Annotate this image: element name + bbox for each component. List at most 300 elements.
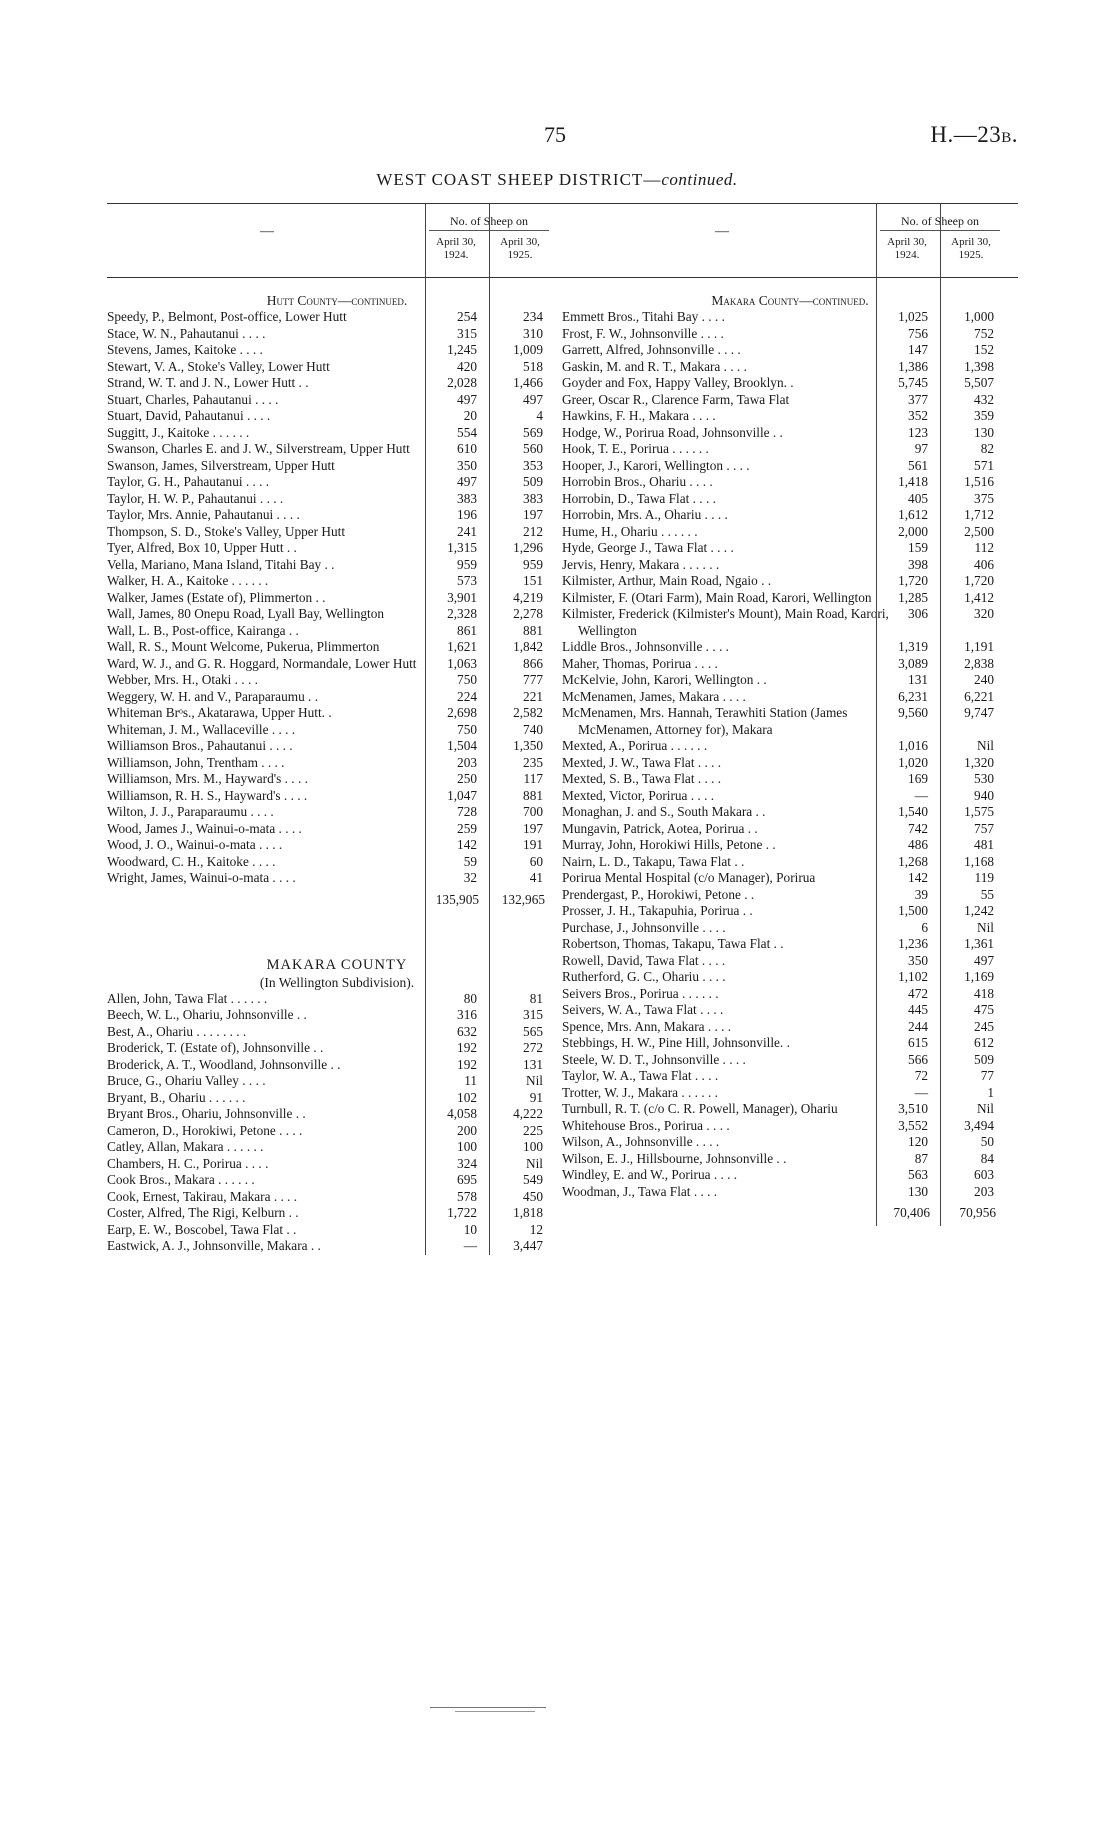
- row-name: Wilson, A., Johnsonville . . . .: [562, 1134, 720, 1149]
- column-rule: [876, 203, 877, 1226]
- table-row: [107, 474, 567, 491]
- table-row: [107, 837, 567, 854]
- row-name: Kilmister, Frederick (Kilmister's Mount), Main Road, Karori, Wellington: [562, 606, 889, 638]
- row-value-1924: 1,236: [898, 936, 928, 951]
- row-value-1925: 509: [974, 1051, 994, 1067]
- row-name: Whiteman, J. M., Wallaceville . . . .: [107, 721, 296, 737]
- row-name: Bryant Bros., Ohariu, Johnsonville . .: [107, 1106, 306, 1121]
- row-value-1924: 192: [457, 1056, 477, 1072]
- total-1925: 70,956: [959, 1205, 996, 1220]
- table-row: [107, 606, 567, 623]
- row-value-1924: 9,560: [898, 705, 928, 720]
- table-row: [107, 991, 567, 1008]
- row-value-1924: 566: [908, 1051, 928, 1067]
- table-row: [107, 573, 567, 590]
- table-row: [562, 590, 1018, 607]
- row-name: Stace, W. N., Pahautanui . . . .: [107, 325, 266, 341]
- row-value-1924: 1,540: [898, 804, 928, 819]
- row-value-1924: 1,722: [447, 1205, 477, 1220]
- row-value-1924: 123: [908, 424, 928, 440]
- row-value-1924: 1,285: [898, 589, 928, 605]
- district-title: [0, 170, 1114, 190]
- row-name: Emmett Bros., Titahi Bay . . . .: [562, 309, 725, 324]
- row-value-1925: 1,575: [964, 804, 994, 819]
- table-row: [562, 1101, 1018, 1118]
- row-name: Monaghan, J. and S., South Makara . .: [562, 804, 766, 819]
- row-name: Ward, W. J., and G. R. Hoggard, Normandale, Lower Hutt: [107, 655, 417, 671]
- row-value-1925: 320: [974, 606, 994, 621]
- row-value-1924: 497: [457, 474, 477, 489]
- row-value-1925: 450: [523, 1188, 543, 1204]
- row-value-1925: 130: [974, 424, 994, 440]
- row-value-1924: 324: [457, 1155, 477, 1171]
- table-row: [562, 870, 1018, 887]
- row-value-1924: 350: [457, 457, 477, 473]
- row-value-1925: 272: [523, 1040, 543, 1055]
- row-value-1925: 603: [974, 1167, 994, 1182]
- row-value-1924: —: [914, 787, 928, 803]
- row-name: Cameron, D., Horokiwi, Petone . . . .: [107, 1122, 303, 1138]
- table-row: [107, 672, 567, 689]
- row-value-1924: 130: [908, 1183, 928, 1199]
- row-name: Goyder and Fox, Happy Valley, Brooklyn. .: [562, 375, 794, 390]
- table-row: [107, 1073, 567, 1090]
- row-value-1924: 1,268: [898, 853, 928, 869]
- table-row: [562, 425, 1018, 442]
- row-name: Taylor, W. A., Tawa Flat . . . .: [562, 1068, 719, 1083]
- row-name: Porirua Mental Hospital (c/o Manager), Porirua: [562, 870, 816, 885]
- row-value-1925: Nil: [977, 1101, 994, 1116]
- row-value-1925: 117: [523, 771, 543, 786]
- row-name: Kilmister, F. (Otari Farm), Main Road, Karori, Wellington: [562, 589, 872, 605]
- table-row: [107, 1222, 567, 1239]
- row-value-1924: 3,901: [447, 589, 477, 605]
- row-value-1924: 405: [908, 490, 928, 506]
- row-value-1924: 1,063: [447, 655, 477, 671]
- row-name: Turnbull, R. T. (c/o C. R. Powell, Manager), Ohariu: [562, 1101, 838, 1116]
- row-value-1925: 940: [974, 787, 994, 803]
- row-value-1924: 383: [457, 490, 477, 506]
- row-name: Mexted, J. W., Tawa Flat . . . .: [562, 754, 722, 770]
- table-row: [107, 1090, 567, 1107]
- table-row: [107, 788, 567, 805]
- row-value-1925: 530: [974, 771, 994, 786]
- row-value-1925: 406: [974, 556, 994, 572]
- row-value-1925: 6,221: [964, 688, 994, 704]
- row-value-1924: 610: [457, 441, 477, 456]
- row-value-1924: 1,315: [447, 540, 477, 555]
- table-row: [107, 524, 567, 541]
- row-value-1924: 1,245: [447, 342, 477, 357]
- row-value-1925: 497: [523, 391, 543, 407]
- table-row: [562, 1068, 1018, 1085]
- row-name: Mungavin, Patrick, Aotea, Porirua . .: [562, 820, 758, 836]
- row-value-1924: 563: [908, 1167, 928, 1182]
- row-value-1925: 234: [523, 309, 543, 324]
- row-value-1925: 151: [523, 573, 543, 588]
- row-name: Wall, L. B., Post-office, Kairanga . .: [107, 622, 299, 638]
- row-value-1925: 1,466: [513, 375, 543, 390]
- row-name: Speedy, P., Belmont, Post-office, Lower Hutt: [107, 309, 347, 324]
- row-value-1924: 742: [908, 820, 928, 836]
- row-value-1925: 1,168: [964, 853, 994, 869]
- row-value-1925: 1,191: [964, 639, 994, 654]
- table-row: [107, 342, 567, 359]
- table-row: [107, 1024, 567, 1041]
- row-name: Prendergast, P., Horokiwi, Petone . .: [562, 886, 755, 902]
- right-rows-makara: [562, 309, 1018, 1200]
- row-value-1925: 569: [523, 424, 543, 440]
- table-row: [562, 804, 1018, 821]
- row-value-1925: 191: [523, 837, 543, 852]
- row-name: Wood, J. O., Wainui-o-mata . . . .: [107, 837, 283, 852]
- row-value-1925: 221: [523, 688, 543, 704]
- column-rule: [425, 203, 426, 1255]
- row-value-1924: 352: [908, 408, 928, 423]
- table-row: [562, 903, 1018, 920]
- row-name: McMenamen, Mrs. Hannah, Terawhiti Station (James McMenamen, Attorney for), Makara: [562, 705, 848, 737]
- row-name: Horrobin, D., Tawa Flat . . . .: [562, 490, 716, 506]
- row-value-1925: 5,507: [964, 375, 994, 390]
- table-row: [562, 887, 1018, 904]
- row-name: Wright, James, Wainui-o-mata . . . .: [107, 870, 296, 885]
- row-name: Hook, T. E., Porirua . . . . . .: [562, 441, 709, 456]
- table-row: [562, 524, 1018, 541]
- row-name: Catley, Allan, Makara . . . . . .: [107, 1139, 264, 1154]
- table-row: [107, 1123, 567, 1140]
- row-value-1925: 2,278: [513, 606, 543, 621]
- row-name: Stuart, Charles, Pahautanui . . . .: [107, 391, 279, 407]
- row-value-1925: 9,747: [964, 705, 994, 720]
- row-value-1925: 310: [523, 325, 543, 341]
- row-name: Nairn, L. D., Takapu, Tawa Flat . .: [562, 853, 745, 869]
- row-name: Swanson, Charles E. and J. W., Silverstream, Upper Hutt: [107, 441, 410, 456]
- row-name: Wilton, J. J., Paraparaumu . . . .: [107, 804, 274, 819]
- row-name: Wall, R. S., Mount Welcome, Pukerua, Plimmerton: [107, 639, 380, 654]
- row-name: Rowell, David, Tawa Flat . . . .: [562, 952, 726, 968]
- row-value-1924: 861: [457, 622, 477, 638]
- row-value-1925: 565: [523, 1023, 543, 1039]
- row-value-1924: 120: [908, 1134, 928, 1149]
- row-name: Taylor, Mrs. Annie, Pahautanui . . . .: [107, 507, 300, 522]
- row-value-1924: 4,058: [447, 1106, 477, 1121]
- row-value-1924: 1,319: [898, 639, 928, 654]
- table-row: [107, 491, 567, 508]
- left-table: [107, 203, 567, 1255]
- row-value-1924: 1,500: [898, 903, 928, 918]
- row-value-1925: 3,494: [964, 1117, 994, 1133]
- row-value-1924: 1,386: [898, 358, 928, 374]
- row-name: Horrobin Bros., Ohariu . . . .: [562, 474, 713, 489]
- page-ref-main: H.—23: [930, 122, 1002, 147]
- table-row: [107, 375, 567, 392]
- row-value-1924: 728: [457, 804, 477, 819]
- row-value-1924: 1,047: [447, 787, 477, 803]
- row-name: Chambers, H. C., Porirua . . . .: [107, 1155, 269, 1171]
- row-name: Tyer, Alfred, Box 10, Upper Hutt . .: [107, 540, 297, 555]
- row-name: Whitehouse Bros., Porirua . . . .: [562, 1117, 730, 1133]
- row-value-1924: 59: [463, 853, 477, 869]
- row-value-1925: 560: [523, 441, 543, 456]
- table-row: [562, 474, 1018, 491]
- row-value-1925: 84: [980, 1150, 994, 1166]
- table-row: [107, 1238, 567, 1255]
- table-row: [562, 359, 1018, 376]
- row-name: Kilmister, Arthur, Main Road, Ngaio . .: [562, 573, 772, 588]
- row-value-1925: 112: [974, 540, 994, 555]
- row-value-1924: 398: [908, 556, 928, 572]
- table-row: [107, 821, 567, 838]
- row-value-1924: 241: [457, 523, 477, 539]
- row-value-1925: 1,842: [513, 639, 543, 654]
- row-value-1925: 1,000: [964, 309, 994, 324]
- row-value-1924: 306: [908, 606, 928, 621]
- row-value-1925: 612: [974, 1035, 994, 1050]
- table-row: [107, 425, 567, 442]
- row-value-1925: 549: [523, 1172, 543, 1187]
- row-name: Williamson Bros., Pahautanui . . . .: [107, 738, 293, 753]
- row-value-1924: 695: [457, 1172, 477, 1187]
- row-value-1924: 224: [457, 688, 477, 704]
- table-row: [107, 1139, 567, 1156]
- table-row: [562, 672, 1018, 689]
- row-name: Whiteman Brᵒs., Akatarawa, Upper Hutt. .: [107, 705, 332, 720]
- row-value-1925: 1,350: [513, 738, 543, 753]
- row-name: Greer, Oscar R., Clarence Farm, Tawa Flat: [562, 391, 790, 407]
- row-name: Steele, W. D. T., Johnsonville . . . .: [562, 1051, 746, 1067]
- row-name: Gaskin, M. and R. T., Makara . . . .: [562, 358, 747, 374]
- row-name: Williamson, Mrs. M., Hayward's . . . .: [107, 771, 308, 786]
- table-row: [562, 1118, 1018, 1135]
- row-name: Seivers Bros., Porirua . . . . . .: [562, 985, 719, 1001]
- row-name: Robertson, Thomas, Takapu, Tawa Flat . .: [562, 936, 784, 951]
- right-table: [562, 203, 1018, 1226]
- row-name: Walker, H. A., Kaitoke . . . . . .: [107, 573, 269, 588]
- row-value-1925: 777: [523, 672, 543, 687]
- row-value-1925: 881: [523, 787, 543, 803]
- row-value-1924: 750: [457, 672, 477, 687]
- row-value-1924: —: [463, 1238, 477, 1253]
- row-value-1925: 235: [523, 754, 543, 770]
- row-name: Thompson, S. D., Stoke's Valley, Upper Hutt: [107, 523, 346, 539]
- row-value-1925: 1,412: [964, 589, 994, 605]
- row-value-1925: 752: [974, 325, 994, 341]
- header-group-label: No. of Sheep on: [450, 214, 528, 228]
- row-value-1925: 481: [974, 837, 994, 852]
- table-row: [562, 755, 1018, 772]
- row-name: Earp, E. W., Boscobel, Tawa Flat . .: [107, 1221, 297, 1237]
- right-table-header: [562, 203, 1018, 278]
- table-row: [107, 590, 567, 607]
- row-value-1924: 87: [914, 1150, 928, 1166]
- table-row: [107, 623, 567, 640]
- table-row: [562, 1151, 1018, 1168]
- row-value-1925: 1,720: [964, 573, 994, 588]
- row-value-1925: 1,320: [964, 754, 994, 770]
- row-value-1925: 1,818: [513, 1205, 543, 1220]
- footer-rule-short: [455, 1711, 535, 1712]
- table-row: [562, 326, 1018, 343]
- table-row: [107, 1172, 567, 1189]
- row-name: Garrett, Alfred, Johnsonville . . . .: [562, 342, 741, 357]
- row-value-1924: 497: [457, 391, 477, 407]
- row-value-1924: 472: [908, 985, 928, 1001]
- row-value-1924: 102: [457, 1089, 477, 1105]
- row-name: Allen, John, Tawa Flat . . . . . .: [107, 990, 268, 1006]
- row-value-1925: 119: [974, 870, 994, 885]
- row-value-1924: 959: [457, 556, 477, 572]
- row-name: Mexted, S. B., Tawa Flat . . . .: [562, 771, 722, 786]
- table-row: [562, 986, 1018, 1003]
- section-makara-subtitle: (In Wellington Subdivision).: [259, 974, 415, 990]
- row-value-1925: 203: [974, 1183, 994, 1199]
- table-row: [562, 1184, 1018, 1201]
- row-name: Williamson, John, Trentham . . . .: [107, 754, 285, 770]
- row-value-1924: 142: [908, 870, 928, 885]
- table-row: [562, 342, 1018, 359]
- row-value-1925: 225: [523, 1122, 543, 1138]
- table-row: [107, 1040, 567, 1057]
- row-value-1924: 200: [457, 1122, 477, 1138]
- row-value-1924: 1,020: [898, 754, 928, 770]
- row-value-1924: 750: [457, 721, 477, 737]
- row-name: Prosser, J. H., Takapuhia, Porirua . .: [562, 903, 753, 918]
- row-value-1925: 418: [974, 985, 994, 1001]
- row-name: Frost, F. W., Johnsonville . . . .: [562, 325, 724, 341]
- row-value-1924: 203: [457, 754, 477, 770]
- row-value-1924: 250: [457, 771, 477, 786]
- table-row: [107, 1106, 567, 1123]
- row-value-1925: 383: [523, 490, 543, 506]
- row-value-1925: 359: [974, 408, 994, 423]
- row-value-1924: 192: [457, 1040, 477, 1055]
- table-row: [562, 1167, 1018, 1184]
- row-value-1925: 41: [529, 870, 543, 885]
- row-name: Beech, W. L., Ohariu, Johnsonville . .: [107, 1007, 307, 1022]
- table-row: [562, 1019, 1018, 1036]
- row-name: Hawkins, F. H., Makara . . . .: [562, 408, 716, 423]
- row-name: McMenamen, James, Makara . . . .: [562, 688, 746, 704]
- table-row: [107, 458, 567, 475]
- row-value-1925: 497: [974, 952, 994, 968]
- row-name: Bruce, G., Ohariu Valley . . . .: [107, 1073, 266, 1088]
- row-value-1925: 50: [980, 1134, 994, 1149]
- row-value-1925: 509: [523, 474, 543, 489]
- row-value-1925: 1,242: [964, 903, 994, 918]
- row-value-1924: 80: [463, 990, 477, 1006]
- row-name: Webber, Mrs. H., Otaki . . . .: [107, 672, 258, 687]
- row-value-1925: 740: [523, 721, 543, 737]
- row-name: Jervis, Henry, Makara . . . . . .: [562, 556, 720, 572]
- row-name: Wood, James J., Wainui-o-mata . . . .: [107, 820, 302, 836]
- table-row: [107, 755, 567, 772]
- row-value-1925: 866: [523, 655, 543, 671]
- table-row: [107, 408, 567, 425]
- row-value-1924: 244: [908, 1018, 928, 1034]
- row-value-1925: 2,838: [964, 655, 994, 671]
- row-value-1925: 1,361: [964, 936, 994, 951]
- row-value-1925: 197: [523, 507, 543, 522]
- table-row: [562, 309, 1018, 326]
- table-row: [107, 639, 567, 656]
- row-value-1924: 6,231: [898, 688, 928, 704]
- section-makara-continued: Makara County—continued.: [711, 293, 869, 308]
- row-value-1924: 72: [914, 1068, 928, 1083]
- page-number: 75: [544, 122, 566, 147]
- row-value-1924: 1,612: [898, 507, 928, 522]
- table-row: [107, 854, 567, 871]
- district-title-continued: continued.: [661, 170, 738, 189]
- row-name: Woodman, J., Tawa Flat . . . .: [562, 1183, 718, 1199]
- row-name: Taylor, G. H., Pahautanui . . . .: [107, 474, 270, 489]
- table-row: [562, 441, 1018, 458]
- row-value-1924: 2,698: [447, 705, 477, 720]
- page-ref-suffix: B: [1001, 130, 1012, 146]
- row-value-1924: 39: [914, 886, 928, 902]
- table-row: [562, 788, 1018, 805]
- row-value-1924: 5,745: [898, 375, 928, 390]
- row-value-1924: 554: [457, 424, 477, 440]
- row-value-1925: 757: [974, 820, 994, 836]
- header-col-1925: April 30, 1925.: [500, 236, 540, 261]
- row-value-1925: 2,500: [964, 523, 994, 539]
- row-value-1925: 55: [980, 886, 994, 902]
- column-rule: [940, 203, 941, 1226]
- row-value-1925: 197: [523, 820, 543, 836]
- row-value-1925: Nil: [526, 1155, 543, 1171]
- row-value-1925: 1,296: [513, 540, 543, 555]
- row-name: Woodward, C. H., Kaitoke . . . .: [107, 853, 276, 869]
- table-row: [562, 1085, 1018, 1102]
- row-name: Spence, Mrs. Ann, Makara . . . .: [562, 1018, 732, 1034]
- table-row: [562, 1052, 1018, 1069]
- row-value-1924: 1,102: [898, 969, 928, 984]
- table-row: [562, 656, 1018, 673]
- row-value-1924: 20: [463, 408, 477, 423]
- table-row: [107, 441, 567, 458]
- row-value-1925: 315: [523, 1007, 543, 1022]
- row-value-1924: 632: [457, 1023, 477, 1039]
- row-value-1924: 315: [457, 325, 477, 341]
- row-value-1925: 1,712: [964, 507, 994, 522]
- header-col-1924: April 30, 1924.: [436, 236, 476, 261]
- row-name: Wall, James, 80 Onepu Road, Lyall Bay, Wellington: [107, 606, 385, 621]
- table-row: [562, 491, 1018, 508]
- row-value-1925: 881: [523, 622, 543, 638]
- row-value-1924: 316: [457, 1007, 477, 1022]
- row-value-1924: 1,720: [898, 573, 928, 588]
- table-row: [562, 969, 1018, 986]
- row-name: Hodge, W., Porirua Road, Johnsonville . .: [562, 424, 783, 440]
- total-1924: 135,905: [435, 891, 479, 907]
- row-value-1925: Nil: [977, 738, 994, 753]
- table-row: [562, 458, 1018, 475]
- row-value-1924: 561: [908, 457, 928, 473]
- header-group-label: No. of Sheep on: [901, 214, 979, 228]
- row-name: Rutherford, G. C., Ohariu . . . .: [562, 969, 726, 984]
- row-value-1925: 1,398: [964, 358, 994, 374]
- row-value-1925: 4,219: [513, 589, 543, 605]
- row-value-1925: 375: [974, 490, 994, 506]
- table-row: [107, 1007, 567, 1024]
- header-col-1924: April 30, 1924.: [887, 236, 927, 261]
- row-name: Swanson, James, Silverstream, Upper Hutt: [107, 457, 335, 473]
- row-value-1925: 518: [523, 358, 543, 374]
- page-ref-end: .: [1011, 122, 1018, 147]
- row-name: Weggery, W. H. and V., Paraparaumu . .: [107, 688, 319, 704]
- row-value-1924: 578: [457, 1188, 477, 1204]
- row-value-1925: 475: [974, 1002, 994, 1017]
